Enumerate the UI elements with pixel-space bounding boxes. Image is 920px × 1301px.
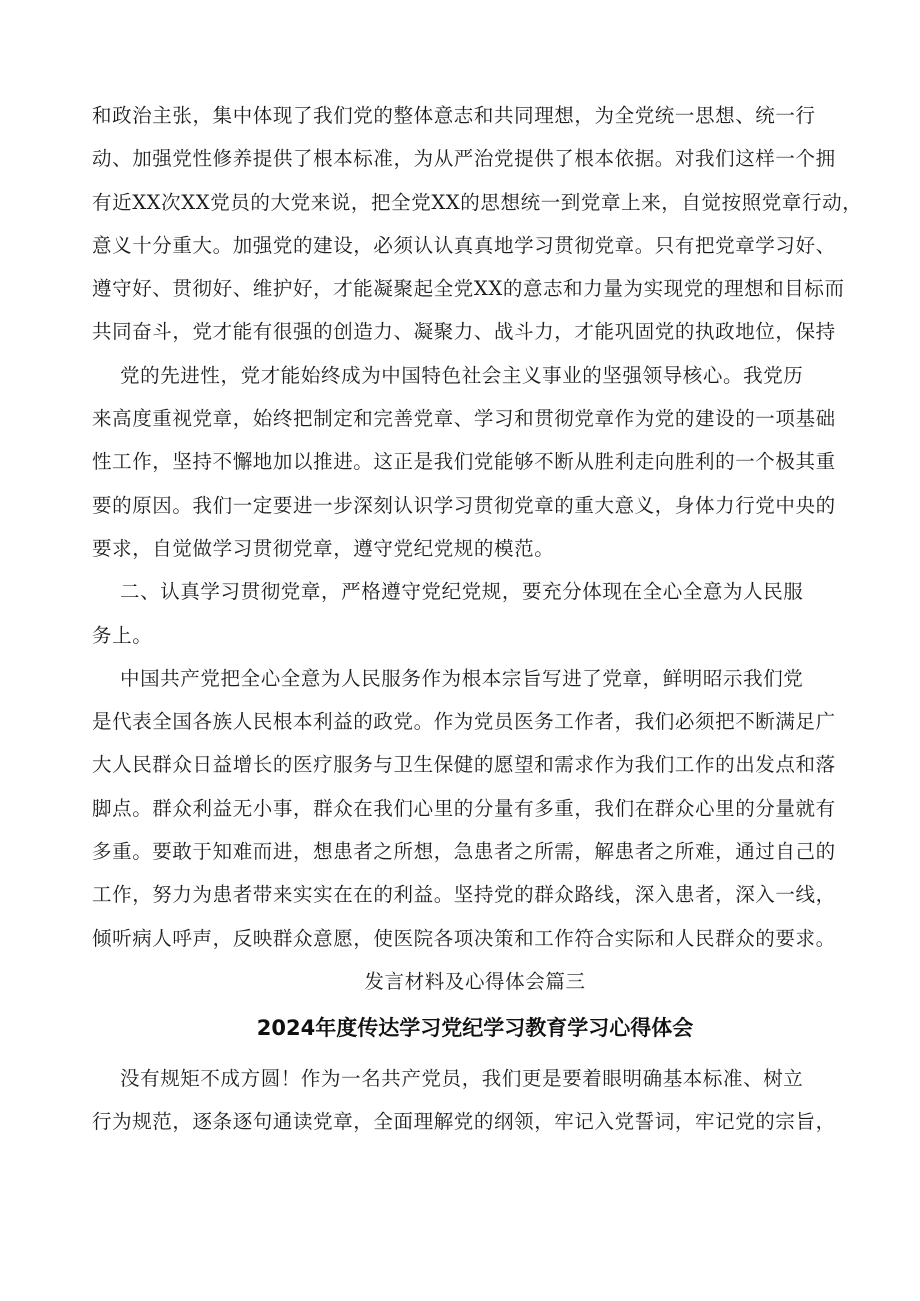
text-line: 多重。要敢于知难而进，想患者之所想，急患者之所需，解患者之所难，通过自己的 [92, 840, 836, 864]
section-caption: 发言材料及心得体会篇三 [364, 969, 586, 993]
text-line: 意义十分重大。加强党的建设，必须认认真真地学习贯彻党章。只有把党章学习好、 [92, 233, 836, 257]
text-line: 和政治主张，集中体现了我们党的整体意志和共同理想，为全党统一思想、统一行 [92, 104, 816, 127]
text-line: 中国共产党把全心全意为人民服务作为根本宗旨写进了党章，鲜明昭示我们党 [120, 666, 804, 690]
text-line: 工作，努力为患者带来实实在在的利益。坚持党的群众路线，深入患者，深入一线， [92, 883, 836, 907]
paragraph-3 [92, 570, 858, 657]
text-line: 共同奋斗，党才能有很强的创造力、凝聚力、战斗力，才能巩固党的执政地位，保持 [92, 320, 836, 344]
text-line: 来高度重视党章，始终把制定和完善党章、学习和贯彻党章作为党的建设的一项基础 [92, 407, 836, 431]
text-line: 脚点。群众利益无小事，群众在我们心里的分量有多重，我们在群众心里的分量就有 [92, 796, 836, 820]
paragraph-5 [92, 1057, 858, 1144]
document-page [92, 94, 863, 1144]
text-line: 性工作，坚持不懈地加以推进。这正是我们党能够不断从胜利走向胜利的一个极其重 [92, 450, 836, 474]
text-line: 动、加强党性修养提供了根本标准，为从严治党提供了根本依据。对我们这样一个拥 [92, 147, 836, 171]
text-line: 倾听病人呼声，反映群众意愿，使医院各项决策和工作符合实际和人民群众的要求。 [92, 926, 836, 950]
paragraph-2 [92, 354, 858, 570]
text-line: 遵守好、贯彻好、维护好，才能凝聚起全党XX的意志和力量为实现党的理想和目标而 [92, 277, 845, 301]
paragraph-1 [92, 94, 863, 354]
text-line: 务上。 [92, 623, 153, 647]
paragraph-4 [92, 657, 858, 960]
text-line: 要求，自觉做学习贯彻党章，遵守党纪党规的模范。 [92, 536, 555, 560]
text-line: 没有规矩不成方圆！作为一名共产党员，我们更是要着眼明确基本标准、树立 [120, 1066, 804, 1090]
text-line: 二、认真学习贯彻党章，严格遵守党纪党规，要充分体现在全心全意为人民服 [120, 580, 804, 604]
text-line: 行为规范，逐条逐句通读党章，全面理解党的纲领，牢记入党誓词，牢记党的宗旨， [92, 1110, 836, 1134]
text-line: 要的原因。我们一定要进一步深刻认识学习贯彻党章的重大意义，身体力行党中央的 [92, 493, 836, 517]
text-line: 是代表全国各族人民根本利益的政党。作为党员医务工作者，我们必须把不断满足广 [92, 710, 836, 734]
text-line: 有近XX次XX党员的大党来说，把全党XX的思想统一到党章上来，自觉按照党章行动， [92, 190, 863, 214]
section-title: 2024年度传达学习党纪学习教育学习心得体会 [256, 1015, 694, 1040]
text-line: 党的先进性，党才能始终成为中国特色社会主义事业的坚强领导核心。我党历 [120, 363, 804, 387]
text-line: 大人民群众日益增长的医疗服务与卫生保健的愿望和需求作为我们工作的出发点和落 [92, 753, 836, 777]
